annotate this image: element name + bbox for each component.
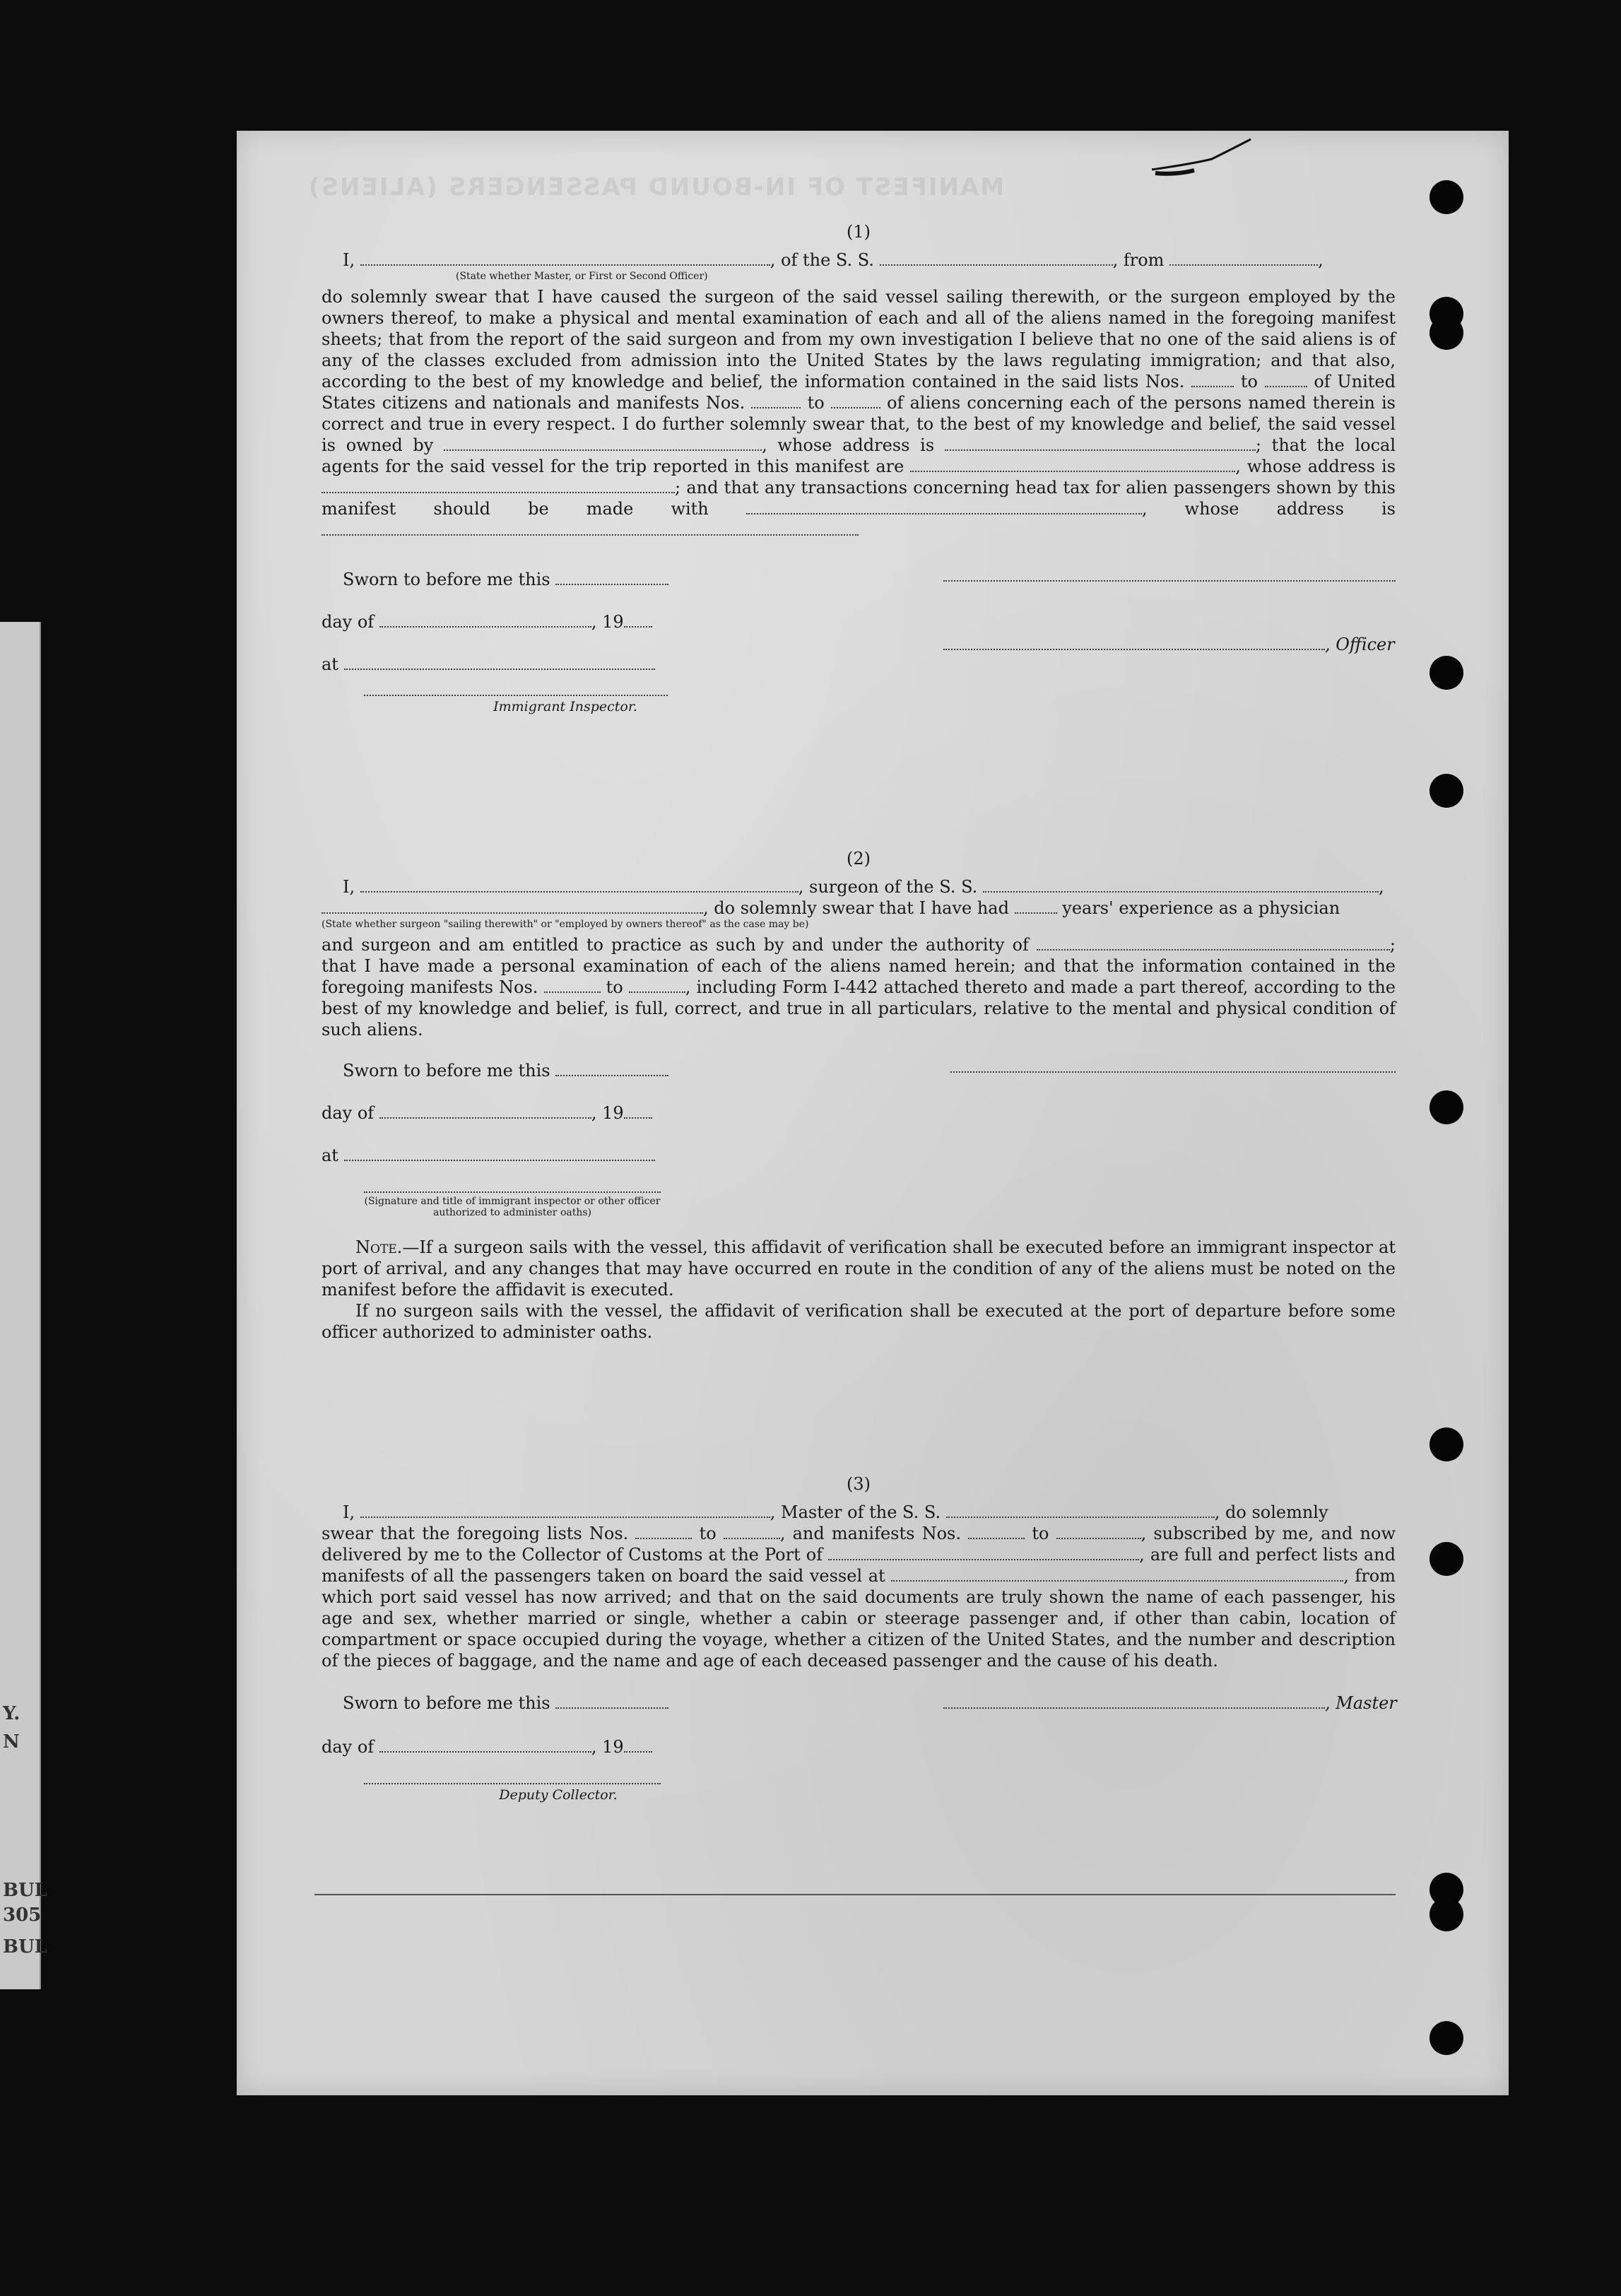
manifest-page [237,131,1509,2095]
oath-text: do solemnly swear that I have caused the surgeon of the said vessel sailing therewith, or the surgeon employed by the owners thereof, to make a physical and mental examination of each and all of the aliens named in the foregoing manifest sheets; that from the report of the said surgeon and from my own investigation I believe that no one of the said aliens is of any of the classes excluded from admission into the United States by the laws regulating immigration; and that also, according to the best of my knowledge and belief, the information contained in the said lists Nos. [322,287,1396,392]
punch-hole [1430,774,1463,808]
strip-fragment: 305 [3,1904,42,1926]
oath-text: that the local agents for the said vessel for the trip reported in this manifest are [322,435,1396,476]
manifests-to-field[interactable] [629,977,685,993]
punch-hole [1430,1897,1463,1931]
section-3 [322,1473,1396,1834]
label-year: , 19 [591,1103,624,1123]
section-2 [322,848,1396,1343]
oath-paragraph [322,286,1396,541]
label-from: , from [1112,250,1165,270]
master-line [322,1502,1396,1523]
note-text: If no surgeon sails with the vessel, the affidavit of verification shall be executed at the port of departure before some officer authorized to administer oaths. [322,1301,1396,1342]
oath-text: manifests of all the passengers taken on board the said vessel at [322,1566,885,1586]
signature-caption: (Signature and title of immigrant inspector or other officer authorized to administer oaths) [364,1196,661,1218]
surgeon-name-field[interactable] [360,877,798,893]
oath-text: of aliens concerning each of the persons named therein is correct and true in every respect. I do further solemnly swear that, to the best of my knowledge and belief, the said vessel is owned by [322,393,1396,455]
local-agents-field[interactable] [910,457,1235,472]
sworn-line [343,1060,668,1081]
at-line [322,1145,655,1166]
note-label: Note. [355,1237,403,1257]
officer-line [943,634,1438,655]
section-1 [322,221,1396,753]
name-field[interactable] [360,250,770,266]
punch-hole [1430,180,1463,214]
section-3-signatures [322,1692,1396,1834]
year-field[interactable] [624,612,652,628]
label-address: , whose address is [762,435,935,455]
label-year: , 19 [591,612,624,632]
year-field[interactable] [624,1737,652,1753]
month-field[interactable] [379,1103,591,1119]
adjacent-page-strip [0,622,47,1989]
label-at: at [322,1146,338,1165]
surgeon-signature-line[interactable] [950,1067,1396,1073]
boarding-port-field[interactable] [891,1566,1343,1582]
years-field[interactable] [1015,898,1057,914]
day-of-line [322,611,652,632]
month-field[interactable] [379,1737,591,1753]
oath-text: and surgeon and am entitled to practice as such by and under the authority of [322,935,1029,955]
label-to: to [1032,1524,1049,1543]
day-of-line [322,1102,652,1124]
label-i: I, [343,1502,355,1522]
authority-field[interactable] [1037,935,1390,950]
lists-to-field[interactable] [724,1524,780,1539]
oath-text: , from which [322,1566,1396,1607]
master-note: (State whether Master, or First or Second Officer) [456,271,708,282]
year-field[interactable] [624,1103,652,1119]
label-day-of: day of [322,612,375,632]
master-vessel-field[interactable] [946,1502,1215,1518]
sworn-day-field[interactable] [555,570,668,585]
section-2-signatures [322,1060,1396,1237]
strip-fragment: N [3,1731,20,1753]
label-to: to [699,1524,717,1543]
label-comma: , [1235,457,1241,476]
agents-address-field[interactable] [322,478,675,493]
oath-text: years' experience as a physician [1062,898,1340,918]
label-officer: , Officer [1325,635,1395,654]
label-day-of: day of [322,1737,375,1757]
deputy-caption: Deputy Collector. [499,1787,618,1803]
surgeon-years-line [322,897,1396,919]
punch-hole [1430,2021,1463,2055]
label-surgeon: , surgeon of the S. S. [798,877,978,897]
day-of-line [322,1736,652,1758]
label-day-of: day of [322,1103,375,1123]
administrator-signature[interactable] [364,1187,661,1218]
oath-text: that I have made a personal examination of each of the aliens named herein; and that the information contained in the foregoing manifests Nos. [322,956,1396,997]
officer-signature-top-line[interactable] [943,576,1396,582]
label-to: to [1240,372,1258,392]
lists-from-field[interactable] [635,1524,692,1539]
surgeon-note: (State whether surgeon "sailing therewith" or "employed by owners thereof" as the case may be) [322,919,809,930]
oath-text: , subscribed by me, and now [1140,1524,1396,1543]
master-line [322,249,1396,271]
bleed-through-text: MANIFEST OF IN-BOUND PASSENGERS (ALIENS) [307,173,1005,201]
head-tax-address-field[interactable] [322,520,859,536]
surgeon-paragraph [322,934,1396,1040]
note-text: —If a surgeon sails with the vessel, this affidavit of verification shall be executed before an immigrant inspector at port of arrival, and any changes that may have occurred en route in the condition of any of the aliens must be noted on the manifest before the affidavit is executed. [322,1237,1396,1300]
punch-hole [1430,316,1463,350]
punch-hole [1430,1542,1463,1576]
label-i: I, [343,250,355,270]
punch-hole [1430,1090,1463,1124]
oath-text: , and manifests Nos. [779,1524,961,1543]
sworn-line [343,1692,668,1714]
section-1-signatures [322,569,1396,753]
inspector-signature[interactable] [364,690,668,717]
lists-from-field[interactable] [1191,372,1234,387]
label-sworn: Sworn to before me this [343,1693,550,1713]
at-place-field[interactable] [344,654,655,670]
punch-hole [1430,656,1463,690]
vessel-field[interactable] [880,250,1113,266]
lists-to-field[interactable] [1265,372,1307,387]
strip-fragment: BUL [3,1880,47,1901]
oath-text: swear that the foregoing lists Nos. [322,1524,629,1543]
note-paragraph [322,1300,1396,1343]
manifests-from-field[interactable] [544,977,601,993]
sworn-day-field[interactable] [555,1061,668,1076]
section-number: (2) [847,849,871,869]
oath-text: , do solemnly swear that I have had [703,898,1009,918]
manifests-from-field[interactable] [751,393,801,408]
oath-text: , do solemnly [1214,1502,1328,1522]
label-semicolon: ; [1389,935,1396,955]
from-field[interactable] [1169,250,1318,266]
head-tax-field[interactable] [746,499,1142,514]
surgeon-status-field[interactable] [322,898,703,914]
oath-text: whose address is [1246,457,1396,476]
label-address: , whose address is [1141,499,1396,519]
label-to: to [606,977,623,997]
label-of-ss: , of the S. S. [770,250,874,270]
oath-text: , are full and perfect lists and [1139,1545,1396,1565]
label-comma: , [1318,250,1324,270]
section-number: (1) [847,222,871,242]
oath-text: port said vessel has now arrived; and that on the said documents are truly shown the name of each passenger, his age and sex, whether married or single, whether a cabin or steerage passenger and, if other than cabin, location of compartment or space occupied during the voyage, whether a citizen of the United States, and the number and description of the pieces of baggage, and the name and age of each deceased passenger and the cause of his death. [322,1587,1396,1671]
owner-address-field[interactable] [945,435,1256,451]
label-year: , 19 [591,1737,624,1757]
master-name-field[interactable] [360,1502,770,1518]
label-to: to [807,393,825,413]
strip-fragment: Y. [3,1703,20,1724]
month-field[interactable] [379,612,591,628]
manifests-to-field[interactable] [1056,1524,1141,1539]
manifests-to-field[interactable] [831,393,880,408]
master-signature-line [943,1692,1424,1714]
at-line [322,654,655,675]
label-master-sig: , Master [1325,1693,1397,1713]
bottom-rule [314,1894,1396,1895]
label-semicolon: ; [1255,435,1261,455]
section-number: (3) [847,1474,871,1494]
manifests-from-field[interactable] [968,1524,1025,1539]
at-place-field[interactable] [344,1146,655,1161]
owner-field[interactable] [444,435,762,451]
label-sworn: Sworn to before me this [343,1061,550,1081]
surgeon-vessel-field[interactable] [983,877,1379,893]
punch-hole [1430,1427,1463,1461]
oath-text: , including Form I-442 attached thereto and made a part thereof, according to the best of my knowledge and belief, is full, correct, and true in all particulars, relative to the mental and physical condition of such aliens. [322,977,1396,1040]
oath-text: delivered by me to the Collector of Customs at the Port of [322,1545,823,1565]
pen-mark [1148,138,1254,187]
master-signature-field[interactable] [943,1693,1325,1709]
label-master: , Master of the S. S. [770,1502,941,1522]
strip-fragment: BUL [3,1936,47,1958]
label-comma: , [1378,877,1384,897]
sworn-day-field[interactable] [555,1693,668,1709]
note-paragraph [322,1237,1396,1300]
sworn-line [343,569,668,590]
label-i: I, [343,877,355,897]
deputy-signature[interactable] [364,1779,661,1806]
port-field[interactable] [828,1545,1139,1560]
surgeon-line [322,876,1396,897]
oath-text: of United States citizens and nationals and manifests Nos. [322,372,1396,413]
label-at: at [322,654,338,674]
label-sworn: Sworn to before me this [343,570,550,589]
inspector-caption: Immigrant Inspector. [493,699,637,714]
officer-signature-field[interactable] [943,635,1325,650]
master-paragraph [322,1523,1396,1671]
oath-text: ; and that any transactions concerning head tax for alien passengers shown by this manifest should be made with [322,478,1396,519]
